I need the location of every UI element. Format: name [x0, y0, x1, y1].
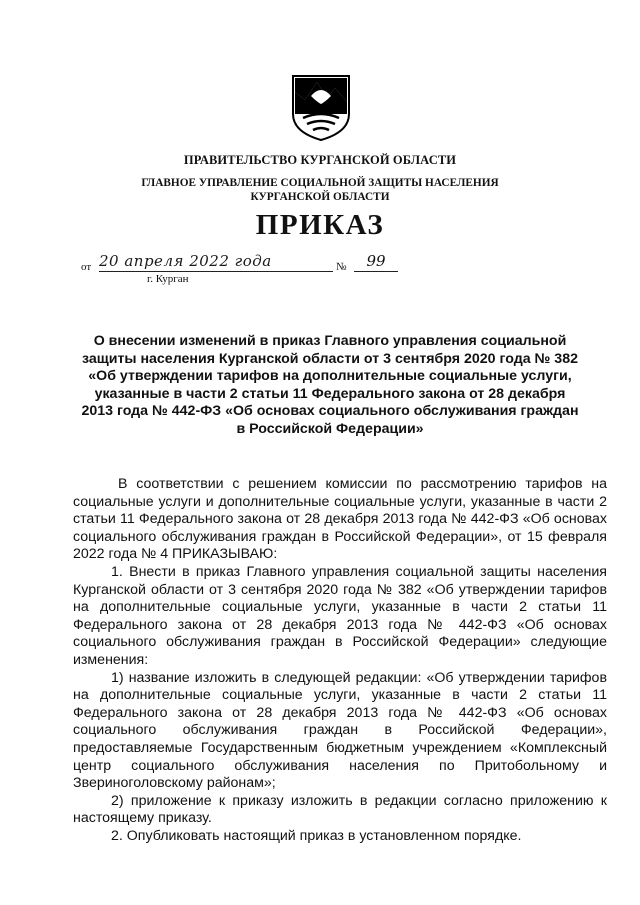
number-handwritten: 99	[354, 252, 398, 272]
item-1-2-paragraph: 2) приложение к приказу изложить в редакции согласно приложению к настоящему приказу.	[73, 792, 607, 827]
preamble-paragraph: В соответствии с решением комиссии по рассмотрению тарифов на социальные услуги и дополнительные социальные услуги, указанные в части 2 статьи 11 Федерального закона от 28 декабря 2013 года № 442-ФЗ «Об основах социального обслуживания граждан в Российской Федерации», от 15 февраля 2022 года № 4 ПРИКАЗЫВАЮ:	[73, 476, 607, 563]
title-line: указанные в части 2 статьи 11 Федерального закона от 28 декабря	[94, 385, 566, 402]
date-from-label: от	[81, 261, 92, 273]
document-type: ПРИКАЗ	[255, 209, 385, 241]
city-label: г. Курган	[147, 273, 189, 285]
government-name: ПРАВИТЕЛЬСТВО КУРГАНСКОЙ ОБЛАСТИ	[183, 153, 457, 167]
title-line: в Российской Федерации»	[236, 420, 424, 437]
item-1-paragraph: 1. Внести в приказ Главного управления социальной защиты населения Курганской области от 3 сентября 2020 года № 382 «Об утверждении тарифов на дополнительные социальные услуги, указанные в части 2 статьи 11 Федерального закона от 28 декабря 2013 года № 442-ФЗ «Об основах социального обслуживания граждан в Российской Федерации» следующие изменения:	[73, 563, 607, 668]
title-line: «Об утверждении тарифов на дополнительные социальные услуги,	[88, 368, 572, 385]
department-name	[0, 176, 640, 204]
item-2-paragraph: 2. Опубликовать настоящий приказ в установленном порядке.	[111, 827, 522, 844]
title-line: защиты населения Курганской области от 3 сентября 2020 года № 382	[82, 350, 578, 367]
number-label: №	[336, 261, 347, 273]
date-handwritten: 20 апреля 2022 года	[99, 252, 333, 272]
document-body	[73, 476, 607, 845]
document-title	[50, 333, 610, 439]
department-name-line1: ГЛАВНОЕ УПРАВЛЕНИЕ СОЦИАЛЬНОЙ ЗАЩИТЫ НАСЕЛЕНИЯ	[141, 177, 499, 189]
dateline	[81, 252, 386, 292]
item-1-1-paragraph: 1) название изложить в следующей редакции: «Об утверждении тарифов на дополнительные социальные услуги, указанные в части 2 статьи 11 Федерального закона от 28 декабря 2013 года № 442-ФЗ «Об основах социального обслуживания граждан в Российской Федерации», предоставляемые Государственным бюджетным учреждением «Комплексный центр социального обслуживания населения по Притобольному и Звериноголовскому районам»;	[73, 669, 607, 792]
coat-of-arms-icon	[291, 74, 351, 142]
title-line: О внесении изменений в приказ Главного управления социальной	[93, 333, 567, 349]
title-line: 2013 года № 442-ФЗ «Об основах социального обслуживания граждан	[81, 403, 579, 420]
department-name-line2: КУРГАНСКОЙ ОБЛАСТИ	[250, 191, 390, 203]
